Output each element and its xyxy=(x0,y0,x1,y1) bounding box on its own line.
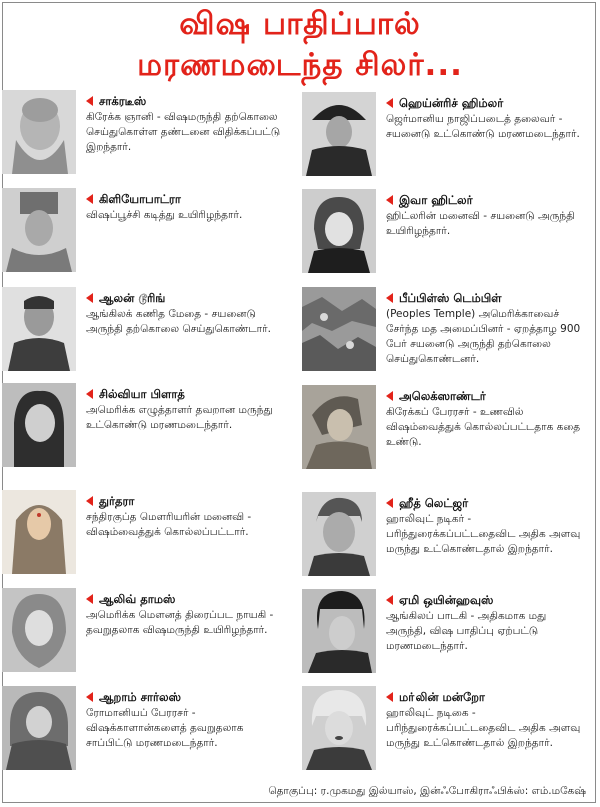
pointer-arrow-icon xyxy=(386,595,393,605)
marilyn-monroe-photo xyxy=(302,686,376,770)
entry-name xyxy=(386,690,485,706)
entry-name xyxy=(86,94,146,110)
headline-line-2: மரணமடைந்த சிலர்... xyxy=(137,47,463,83)
entry-name-text: அலெக்ஸாண்டர் xyxy=(399,389,486,403)
peoples-temple-photo xyxy=(302,287,376,371)
entry-name-text: இவா ஹிட்லர் xyxy=(399,193,473,207)
pointer-arrow-icon xyxy=(386,692,393,702)
entry-name-text: மா்லின் மன்றோ xyxy=(399,690,485,704)
entry-description: ரோமானியப் பேரரசர் - விஷக்காளான்களைத் தவறுதலாக சாப்பிட்டு மரணமடைந்தார். xyxy=(86,707,244,749)
entry-name-text: பீப்பிள்ஸ் டெம்பிள் xyxy=(399,291,502,305)
entry-name-text: துர்தரா xyxy=(99,494,135,508)
entry-description: ஆங்கிலப் பாடகி - அதிகமாக மது அருந்தி, விஷ பாதிப்பு ஏற்பட்டு மரணமடைந்தார். xyxy=(386,610,547,652)
entry-description: ஆங்கிலக் கணித மேதை - சயனைடு அருந்தி தற்கொலை செய்துகொண்டார். xyxy=(86,308,271,335)
alexander-photo xyxy=(302,385,376,469)
cleopatra-photo xyxy=(2,188,76,272)
entry-description: கிரேக்க ஞானி - விஷமருந்தி தற்கொலை செய்துகொள்ள தண்டனை விதிக்கப்பட்டு இறந்தார். xyxy=(86,111,281,153)
pointer-arrow-icon xyxy=(86,96,93,106)
entry-name xyxy=(86,494,134,510)
himmler-photo xyxy=(302,92,376,176)
pointer-arrow-icon xyxy=(86,293,93,303)
entry-name-text: கிளியோபாட்ரா xyxy=(99,192,181,206)
pointer-arrow-icon xyxy=(86,496,93,506)
entry-name xyxy=(386,291,502,307)
pointer-arrow-icon xyxy=(386,195,393,205)
entry-name xyxy=(86,592,175,608)
pointer-arrow-icon xyxy=(86,594,93,604)
pointer-arrow-icon xyxy=(86,389,93,399)
entry-name-text: ஆலிவ் தாமஸ் xyxy=(99,592,176,606)
entry-name-text: சில்வியா பிளாத் xyxy=(99,387,185,401)
entry-name xyxy=(86,192,181,208)
socrates-photo xyxy=(2,90,76,174)
entry-description: விஷப்பூச்சி கடித்து உயிரிழந்தார். xyxy=(86,209,243,221)
entry-name-text: ஆறாம் சார்லஸ் xyxy=(99,690,181,704)
entry-name xyxy=(386,389,486,405)
entry-name-text: ஆலன் டூரிங் xyxy=(99,291,166,305)
entry-description: அமெரிக்க எழுத்தாளர் தவறான மருந்து உட்கொண்டு மரணமடைந்தார். xyxy=(86,404,273,431)
eva-hitler-photo xyxy=(302,189,376,273)
pointer-arrow-icon xyxy=(386,391,393,401)
entry-name xyxy=(86,291,165,307)
entry-name xyxy=(386,593,493,609)
entry-description: சந்திரகுப்த மௌரியரின் மனைவி - விஷம்வைத்துக் கொல்லப்பட்டார். xyxy=(86,511,252,538)
pointer-arrow-icon xyxy=(86,692,93,702)
sylvia-plath-photo xyxy=(2,383,76,467)
entry-description: கிரேக்கப் பேரரசர் - உணவில் விஷம்வைத்துக் கொல்லப்பட்டதாக கதை உண்டு. xyxy=(386,406,581,448)
entry-name xyxy=(386,496,468,512)
entry-name xyxy=(86,690,181,706)
entry-description: ஹிட்லரின் மனைவி - சயனைடு அருந்தி உயிரிழந்தார். xyxy=(386,210,575,237)
alan-turing-photo xyxy=(2,287,76,371)
entry-name xyxy=(386,96,503,112)
entry-description: ஜெர்மானிய நாஜிப்படைத் தலைவர் - சயனைடு உட்கொண்டு மரணமடைந்தார். xyxy=(386,113,580,140)
pointer-arrow-icon xyxy=(386,98,393,108)
entry-name xyxy=(86,387,185,403)
durdhara-photo xyxy=(2,490,76,574)
entry-description: ஹாலிவுட் நடிகர் - பரிந்துரைக்கப்பட்டதைவிட அதிக அளவு மருந்து உட்கொண்டதால் இறந்தார். xyxy=(386,513,581,555)
entry-name xyxy=(386,193,473,209)
charles-vi-photo xyxy=(2,686,76,770)
olive-thomas-photo xyxy=(2,588,76,672)
amy-winehouse-photo xyxy=(302,589,376,673)
entry-description: ஹாலிவுட் நடிகை - பரிந்துரைக்கப்பட்டதைவிட அதிக அளவு மருந்து உட்கொண்டதால் இறந்தார். xyxy=(386,707,581,749)
headline-line-1: விஷ பாதிப்பால் xyxy=(179,6,421,42)
entry-name-text: ஹீத் லெட்ஜர் xyxy=(399,496,469,510)
entry-name-text: சாக்ரடீஸ் xyxy=(99,94,147,108)
entry-name-text: ஹெய்ன்ரிச் ஹிம்லர் xyxy=(399,96,504,110)
entry-name-text: ஏமி ஒயின்ஹவுஸ் xyxy=(399,593,494,607)
heath-ledger-photo xyxy=(302,492,376,576)
pointer-arrow-icon xyxy=(386,293,393,303)
entry-description: (Peoples Temple) அமெரிக்காவைச் சேர்ந்த மத அமைப்பினர் - ஏறத்தாழ 900 பேர் சயனைடு அருந்தி தற்கொலை செய்துகொண்டனர். xyxy=(386,308,581,365)
pointer-arrow-icon xyxy=(86,194,93,204)
entry-description: அமெரிக்க மௌனத் திரைப்பட நாயகி - தவறுதலாக விஷமருந்தி உயிரிழந்தார். xyxy=(86,609,274,636)
credit-line: தொகுப்பு: ர.முகமது இல்யாஸ், இன்ஃபோகிராஃபிக்ஸ்: எம்.மகேஷ் xyxy=(268,785,586,797)
pointer-arrow-icon xyxy=(386,498,393,508)
